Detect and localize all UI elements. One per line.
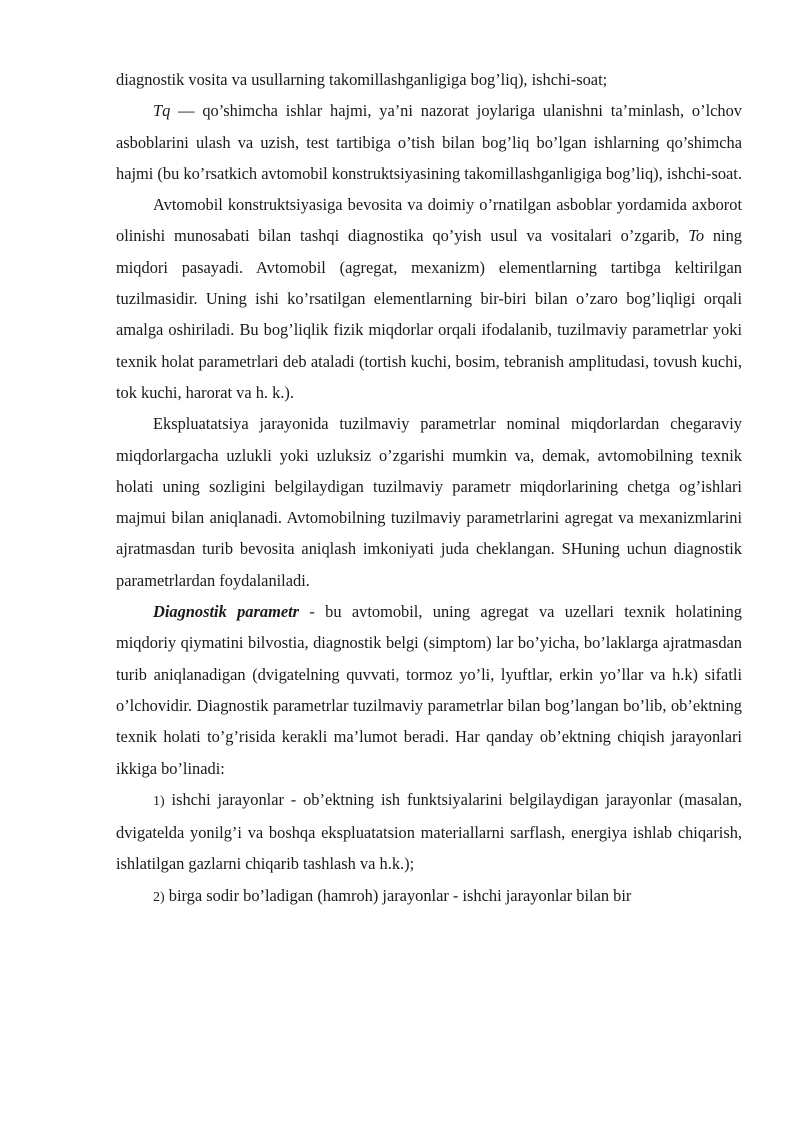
paragraph-text: — qo’shimcha ishlar hajmi, ya’ni nazorat joylariga ulanishni ta’minlash, o’lchov asboblarini ulash va uzish, test tartibiga o’tish bilan bog’liq bo’lgan ishlarning qo’shimcha hajmi (bu ko’rsatkich avtomobil konstruktsiyasining takomillashganligiga bog’liq), ishchi-soat.: [116, 101, 742, 183]
paragraph-exploitation: Ekspluatatsiya jarayonida tuzilmaviy parametrlar nominal miqdorlardan chegaraviy miqdorlargacha uzlukli yoki uzluksiz o’zgarishi mumkin va, demak, avtomobilning texnik holati uning sozligini belgilaydigan tuzilmaviy parametr miqdorlarining chetga og’ishlari majmui bilan aniqlanadi. Avtomobilning tuzilmaviy parametrlarini agregat va mexanizmlarini ajratmasdan turib bevosita aniqlash imkoniyati juda cheklangan. SHuning uchun diagnostik parametrlardan foydalaniladi.: [116, 414, 742, 590]
list-item-1: [116, 784, 742, 880]
list-number: 2): [153, 889, 165, 905]
symbol-tq: Tq: [153, 101, 171, 121]
list-item-2: [116, 880, 742, 913]
list-item-text: birga sodir bo’ladigan (hamroh) jarayonlar - ishchi jarayonlar bilan bir: [164, 885, 632, 905]
paragraph-text: Avtomobil konstruktsiyasiga bevosita va doimiy o’rnatilgan asboblar yordamida axborot olinishi munosabati bilan tashqi diagnostika qo’yish usul va vositalari o’zgarib,: [116, 195, 742, 246]
symbol-to: To: [688, 226, 705, 246]
paragraph-structure: [116, 189, 742, 408]
paragraph-text: ning miqdori pasayadi. Avtomobil (agregat, mexanizm) elementlarning tartibga keltirilgan tuzilmasidir. Uning ishi ko’rsatilgan elementlarning bir-biri bilan o’zaro bog’liqligi orqali amalga oshiriladi. Bu bog’liqlik fizik miqdorlar orqali ifodalanib, tuzilmaviy parametrlar yoki texnik holat parametrlari deb ataladi (tortish kuchi, bosim, tebranish amplitudasi, tovush kuchi, tok kuchi, harorat va h. k.).: [116, 226, 742, 402]
paragraph-diagnostic-parameter: [116, 596, 742, 784]
list-number: 1): [153, 793, 165, 809]
paragraph-tq-definition: [116, 95, 742, 189]
document-page: [116, 64, 742, 913]
list-item-text: ishchi jarayonlar - ob’ektning ish funktsiyalarini belgilaydigan jarayonlar (masalan, dvigatelda yonilg’i va boshqa ekspluatatsion materiallarni sarflash, energiya ishlab chiqarish, ishlatilgan gazlarni chiqarib tashlash va h.k.);: [116, 789, 742, 874]
paragraph-continuation: diagnostik vosita va usullarning takomillashganligiga bog’liq), ishchi-soat;: [116, 70, 608, 89]
paragraph-text: - bu avtomobil, uning agregat va uzellari texnik holatining miqdoriy qiymatini bilvostia, diagnostik belgi (simptom) lar bo’yicha, bo’laklarga ajratmasdan turib aniqlanadigan (dvigatelning quvvati, tormoz yo’li, lyuftlar, erkin yo’llar va h.k) sifatli o’lchovidir. Diagnostik parametrlar tuzilmaviy parametrlar bilan bog’langan bo’lib, ob’ektning texnik holati to’g’risida kerakli ma’lumot beradi. Har qanday ob’ektning chiqish jarayonlari ikkiga bo’linadi:: [116, 602, 742, 778]
term-diagnostic-parameter: Diagnostik parametr: [153, 602, 300, 622]
